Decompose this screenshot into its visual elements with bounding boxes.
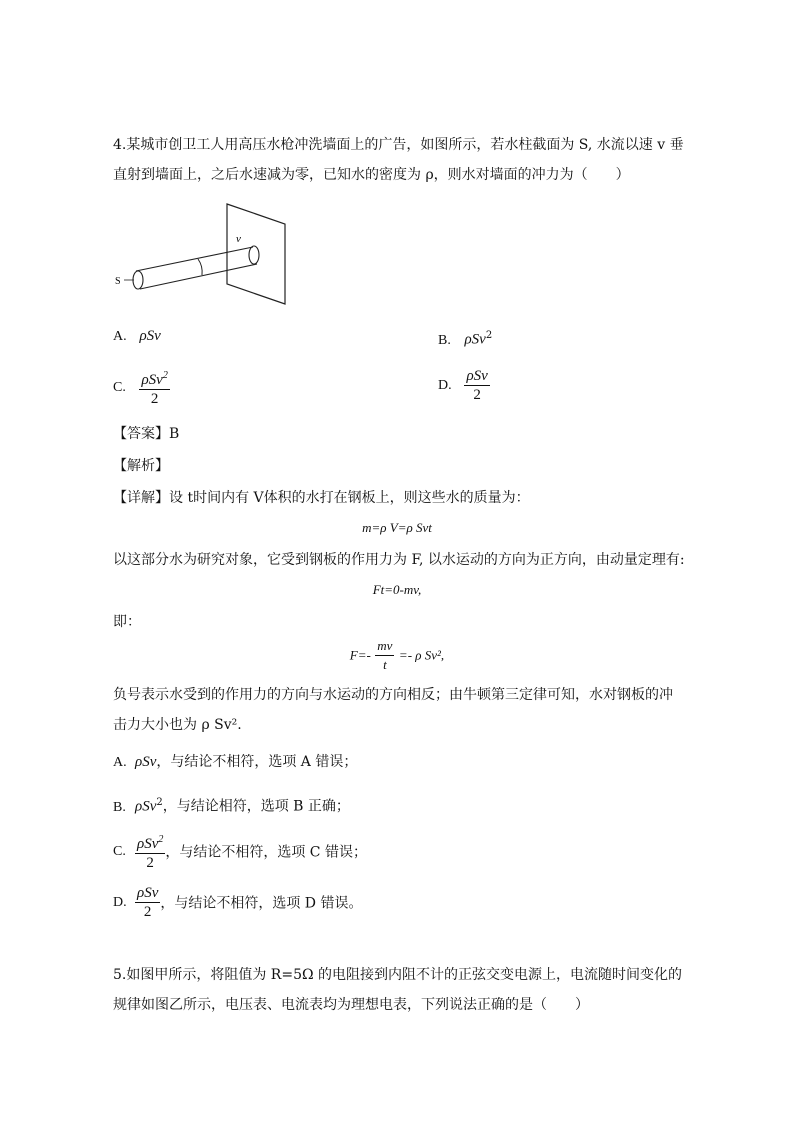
column-section-mark: [198, 259, 202, 275]
q4-explain-d: [113, 885, 362, 920]
equation-force-fraction: [375, 638, 394, 673]
equation-force: [0, 638, 794, 673]
label-s: S: [115, 276, 121, 287]
q4-explain-b: [113, 793, 350, 818]
option-c-fraction: [139, 368, 169, 407]
q4-explain-a: [113, 752, 357, 773]
option-letter: B.: [438, 332, 451, 348]
q5-stem-line1: 5.如图甲所示，将阻值为 R=5Ω 的电阻接到内阻不计的正弦交变电源上，电流随时间变化的: [113, 967, 683, 983]
option-b-expr: ρSv: [464, 331, 486, 348]
q4-newton-paragraph-1: 负号表示水受到的作用力的方向与水运动的方向相反；由牛顿第三定律可知，水对钢板的冲: [113, 687, 673, 703]
water-column-bottom: [140, 264, 257, 289]
q4-analysis-heading: 【解析】: [113, 458, 169, 474]
option-d-fraction: [464, 368, 489, 403]
option-b-sup: 2: [485, 330, 493, 341]
option-d-den: 2: [473, 387, 481, 403]
option-letter: D.: [113, 894, 127, 910]
q4-explain-c: [113, 832, 367, 871]
wall-hit-ellipse: [249, 246, 259, 264]
equation-force-right: =- ρ Sv²,: [398, 647, 445, 663]
option-letter: C.: [113, 379, 126, 395]
explain-c-text: ，与结论不相符，选项 C 错误；: [165, 844, 367, 861]
q4-option-c[interactable]: [113, 368, 170, 407]
option-c-den: 2: [150, 391, 159, 407]
explain-a-expr: ρSv: [135, 754, 157, 770]
explain-d-text: ，与结论不相符，选项 D 错误。: [160, 895, 363, 912]
equation-force-num: mv: [375, 638, 394, 656]
water-column-top: [136, 247, 253, 271]
equation-force-den: t: [383, 657, 387, 672]
column-end-ellipse: [133, 271, 143, 289]
ji-label: 即：: [113, 614, 141, 630]
q4-momentum-paragraph: 以这部分水为研究对象，它受到钢板的作用力为 F, 以水运动的方向为正方向，由动量定理有:: [113, 552, 685, 568]
equation-impulse: Ft=0-mv,: [372, 582, 422, 597]
q4-option-a[interactable]: [113, 326, 161, 347]
q4-option-d[interactable]: [438, 368, 490, 403]
explain-c-den: 2: [146, 855, 154, 871]
equation-force-left: F=-: [349, 647, 371, 663]
q4-option-b[interactable]: [438, 326, 492, 351]
option-c-num: ρSv: [141, 372, 163, 388]
q4-detail: 【详解】设 t时间内有 V体积的水打在钢板上，则这些水的质量为：: [113, 490, 530, 506]
label-v: v: [236, 233, 241, 245]
q4-answer: 【答案】B: [113, 426, 180, 442]
explain-b-text: ，与结论相符，选项 B 正确；: [162, 798, 350, 815]
explain-d-fraction: [135, 885, 160, 920]
q4-figure: [112, 198, 302, 308]
q4-newton-paragraph-2: 击力大小也为 ρ Sv².: [113, 717, 242, 733]
explain-c-num: ρSv: [137, 836, 159, 852]
equation-mass: m=ρ V=ρ Svt: [362, 520, 432, 535]
option-letter: D.: [438, 377, 452, 393]
option-c-sup: 2: [162, 370, 168, 381]
wall-plate: [227, 204, 285, 304]
option-a-expr: ρSv: [139, 328, 161, 344]
explain-d-num: ρSv: [137, 885, 159, 901]
option-d-num: ρSv: [466, 368, 488, 384]
explain-c-sup: 2: [158, 834, 164, 845]
option-letter: B.: [113, 799, 126, 815]
option-letter: A.: [113, 329, 127, 344]
option-letter: C.: [113, 843, 126, 859]
option-letter: A.: [113, 755, 127, 770]
q4-stem-line1: 4.某城市创卫工人用高压水枪冲洗墙面上的广告，如图所示，若水柱截面为 S, 水流以速 v 垂: [113, 137, 684, 153]
explain-b-sup: 2: [156, 797, 163, 808]
q4-stem-line2: 直射到墙面上，之后水速减为零，已知水的密度为 ρ，则水对墙面的冲力为（ ）: [113, 167, 630, 183]
explain-c-fraction: [135, 832, 165, 871]
explain-d-den: 2: [143, 904, 152, 920]
explain-a-text: ，与结论不相符，选项 A 错误；: [156, 754, 358, 770]
explain-b-expr: ρSv: [135, 798, 157, 815]
q5-stem-line2: 规律如图乙所示，电压表、电流表均为理想电表，下列说法正确的是（ ）: [113, 997, 589, 1013]
